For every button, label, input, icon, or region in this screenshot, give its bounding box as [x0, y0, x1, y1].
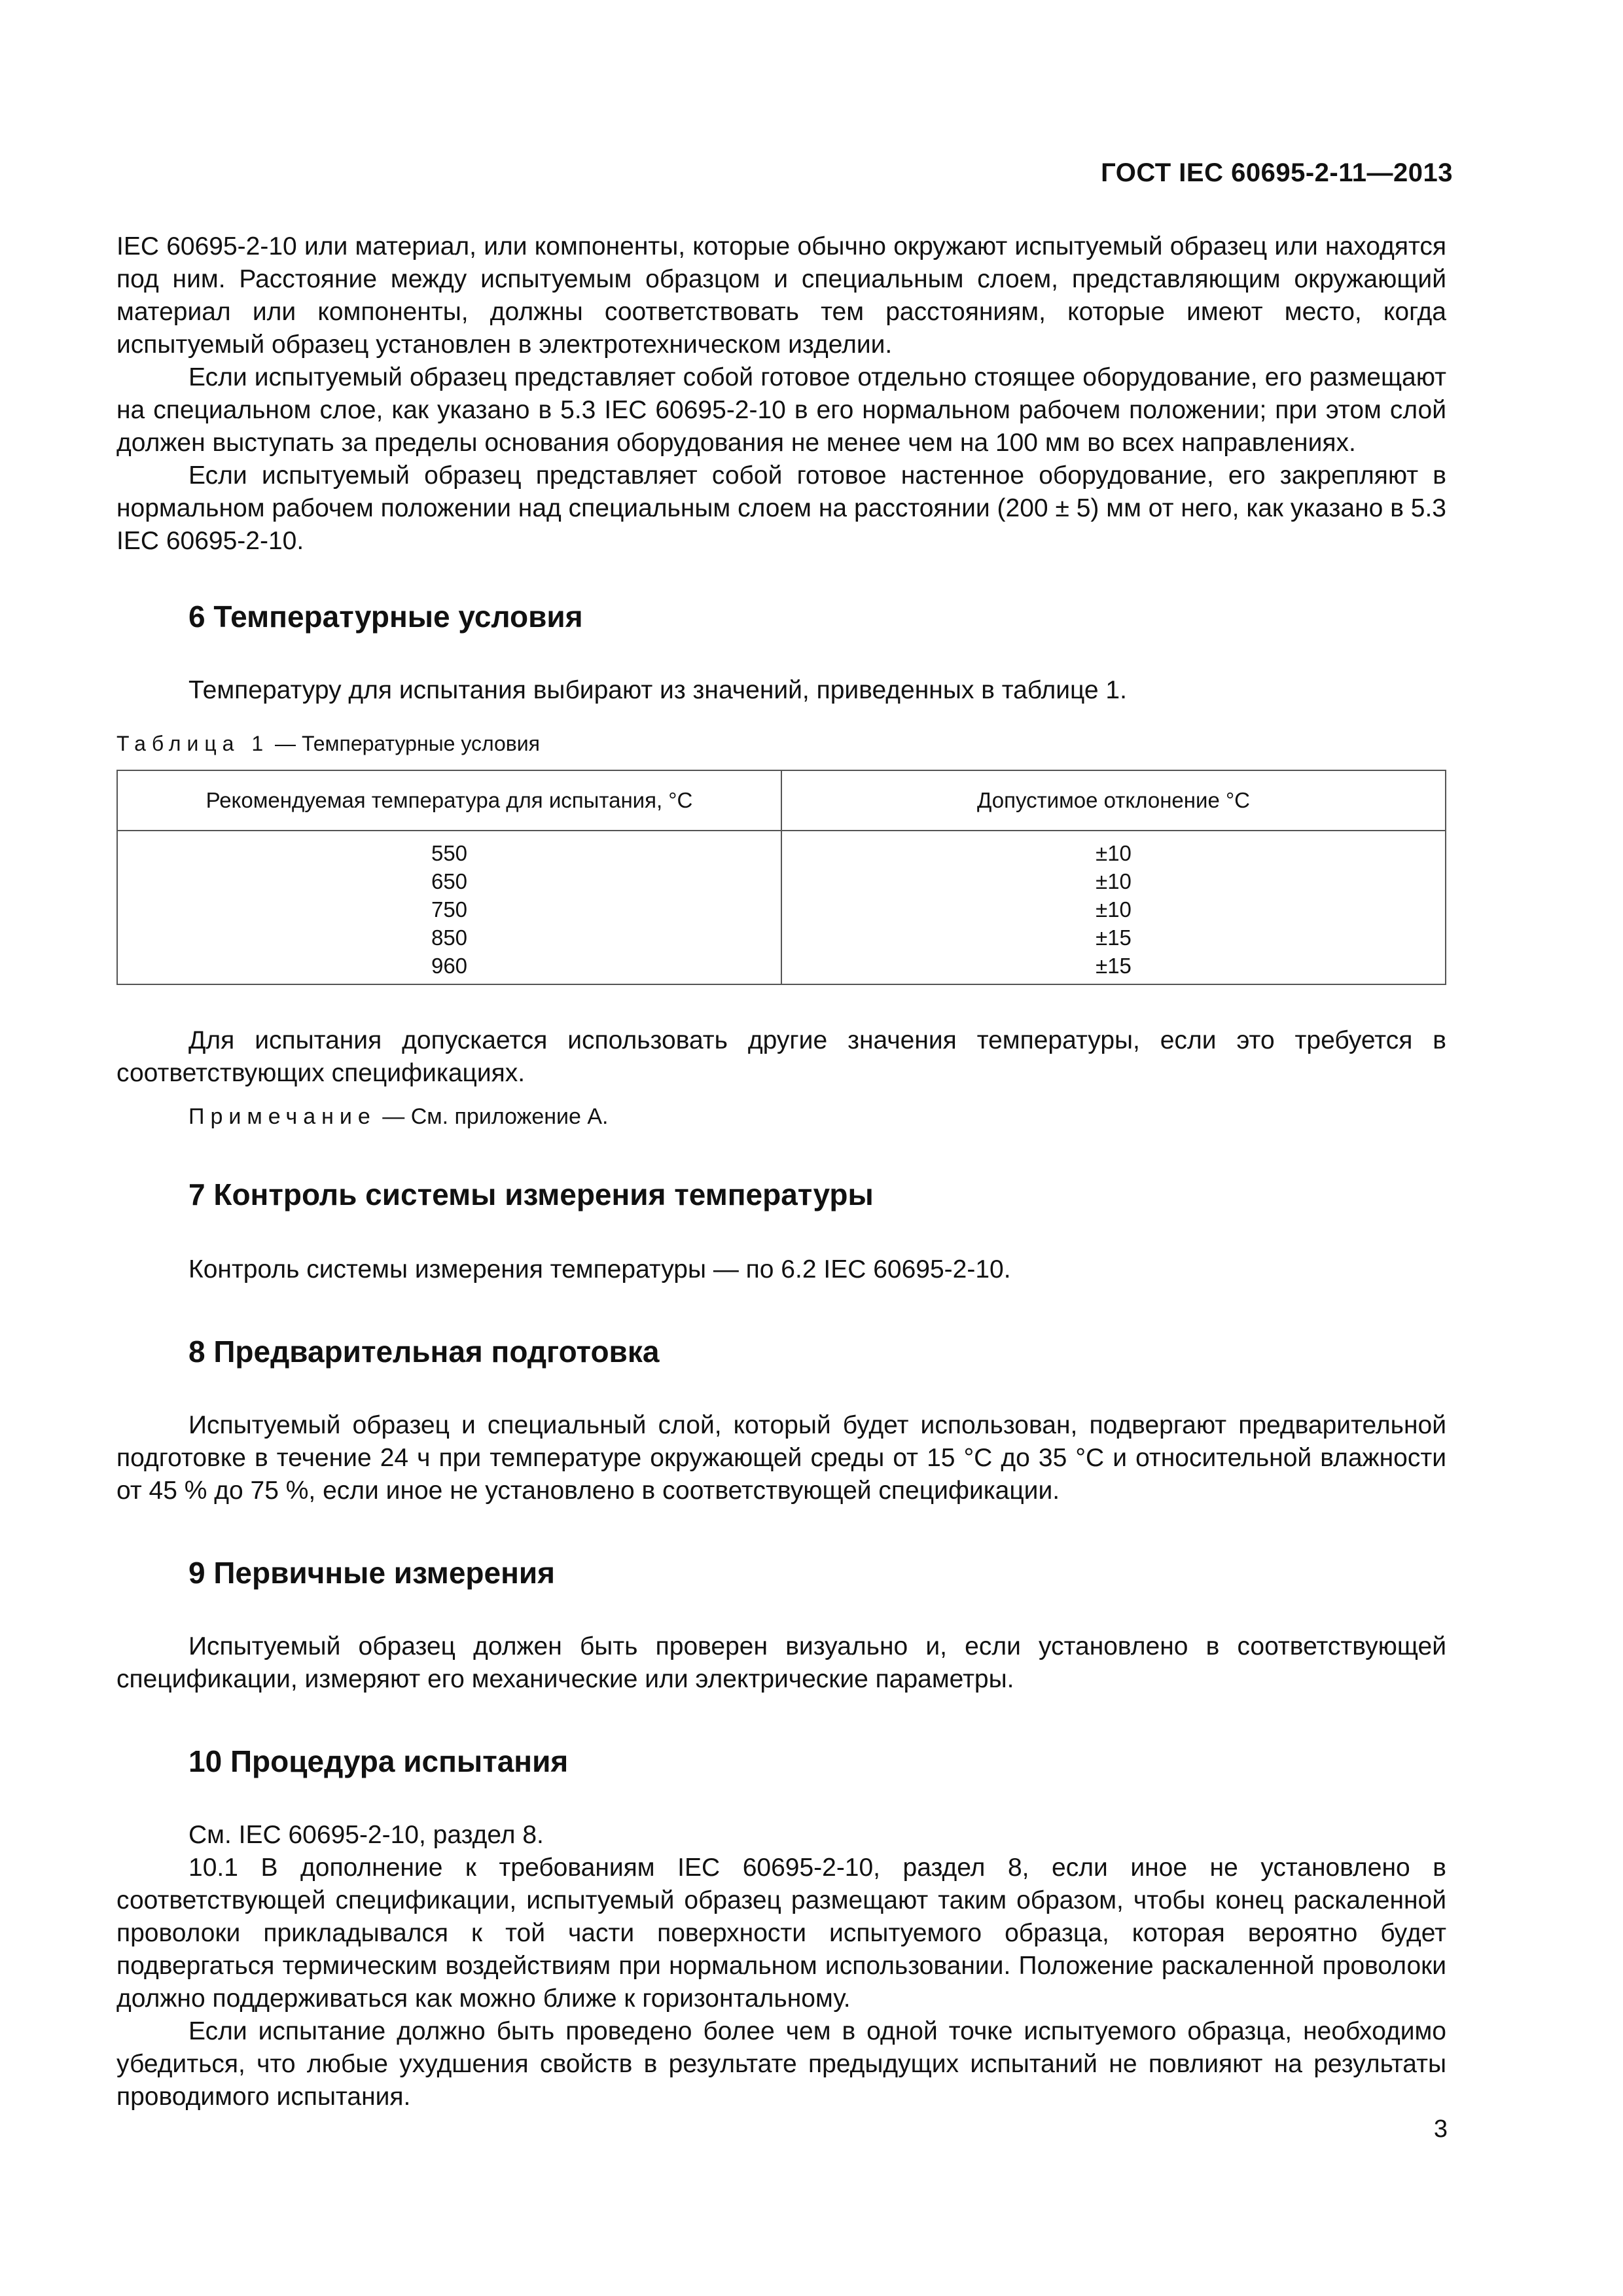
table-caption-title: — Температурные условия	[269, 732, 540, 755]
deviation-value: ±10	[1096, 841, 1132, 865]
section-10-paragraph-3: Если испытание должно быть проведено более чем в одной точке испытуемого образца, необходимо убедиться, что любые ухудшения свойств в результате предыдущих испытаний не повлияют на результаты проводимого испытания.	[116, 2017, 1446, 2111]
table-caption	[116, 730, 1446, 757]
intro-paragraph-2: Если испытуемый образец представляет собой готовое отдельно стоящее оборудование, его размещают на специальном слое, как указано в 5.3 IEC 60695-2-10 в его нормальном рабочем положении; при этом слой должен выступать за пределы основания оборудования не менее чем на 100 мм во всех направлениях.	[116, 363, 1446, 457]
page-number: 3	[1433, 2115, 1448, 2143]
deviation-value: ±15	[1096, 954, 1132, 978]
section-9-text: Испытуемый образец должен быть проверен визуально и, если установлено в соответствующей спецификации, измеряют его механические или электрические параметры.	[116, 1632, 1446, 1693]
temperature-value: 550	[431, 841, 468, 865]
table-caption-label: Таблица 1	[116, 732, 270, 755]
section-6-text: Температуру для испытания выбирают из значений, приведенных в таблице 1.	[188, 676, 1127, 704]
standard-code: ГОСТ IEC 60695-2-11—2013	[1101, 158, 1453, 187]
section-8-heading: 8 Предварительная подготовка	[188, 1335, 660, 1369]
page-content	[116, 230, 1446, 2113]
intro-paragraph-3: Если испытуемый образец представляет собой готовое настенное оборудование, его закрепляют в нормальном рабочем положении над специальным слоем на расстоянии (200 ± 5) мм от него, как указано в 5.3 IEC 60695-2-10.	[116, 461, 1446, 555]
section-8-text: Испытуемый образец и специальный слой, который будет использован, подвергают предварительной подготовке в течение 24 ч при температуре окружающей среды от 15 °С до 35 °С и относительной влажности от 45 % до 75 %, если иное не установлено в соответствующей спецификации.	[116, 1411, 1446, 1505]
section-9-heading: 9 Первичные измерения	[188, 1556, 555, 1590]
section-6-after-table-text: Для испытания допускается использовать другие значения температуры, если это требуется в соответствующих спецификациях.	[116, 1026, 1446, 1087]
deviation-value: ±10	[1096, 869, 1132, 893]
note	[116, 1102, 1446, 1132]
section-7-text: Контроль системы измерения температуры — по 6.2 IEC 60695-2-10.	[188, 1255, 1011, 1283]
section-6-heading: 6 Температурные условия	[188, 600, 583, 634]
temperature-column	[117, 831, 781, 984]
deviation-value: ±10	[1096, 897, 1132, 922]
temperature-value: 850	[431, 925, 468, 950]
note-text: — См. приложение А.	[376, 1104, 609, 1129]
section-10-heading: 10 Процедура испытания	[188, 1744, 569, 1778]
section-10-paragraph-2: 10.1 В дополнение к требованиям IEC 60695-2-10, раздел 8, если иное не установлено в соответствующей спецификации, испытуемый образец размещают таким образом, чтобы конец раскаленной проволоки прикладывался к той части поверхности испытуемого образца, которая вероятно будет подвергаться термическим воздействиям при нормальном использовании. Положение раскаленной проволоки должно поддерживаться как можно ближе к горизонтальному.	[116, 1854, 1446, 2013]
temperature-value: 960	[431, 954, 468, 978]
table-header-deviation: Допустимое отклонение °С	[781, 770, 1446, 831]
section-10-paragraph-1: См. IEC 60695-2-10, раздел 8.	[188, 1821, 544, 1849]
intro-paragraph-1: IEC 60695-2-10 или материал, или компоненты, которые обычно окружают испытуемый образец или находятся под ним. Расстояние между испытуемым образцом и специальным слоем, представляющим окружающий материал или компоненты, должны соответствовать тем расстояниям, которые имеют место, когда испытуемый образец установлен в электротехническом изделии.	[116, 232, 1446, 359]
table-header-row	[117, 770, 1446, 831]
table-header-temperature: Рекомендуемая температура для испытания, °С	[117, 770, 781, 831]
section-7-heading: 7 Контроль системы измерения температуры	[188, 1177, 874, 1211]
table-row	[117, 831, 1446, 984]
deviation-value: ±15	[1096, 925, 1132, 950]
temperature-table	[116, 770, 1446, 985]
temperature-value: 750	[431, 897, 468, 922]
deviation-column	[781, 831, 1446, 984]
note-label: Примечание	[188, 1104, 376, 1129]
temperature-value: 650	[431, 869, 468, 893]
